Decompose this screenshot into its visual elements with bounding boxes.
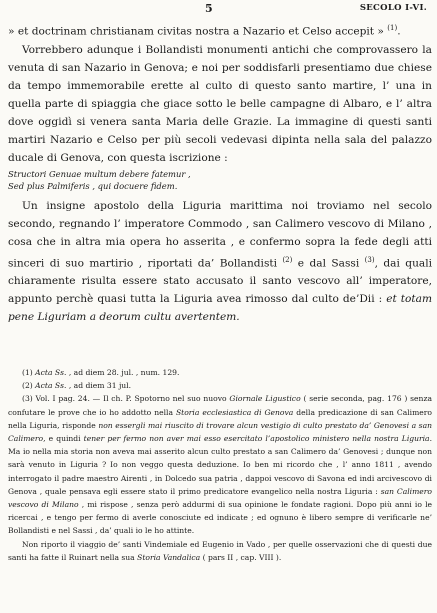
footnote-text: , ad diem 28. jul. , num. 129. [66,368,180,377]
page-header [0,2,437,16]
note-text: ( pars II , cap. VIII ). [200,552,282,562]
footnote-number: (1) [22,368,36,377]
footnote-ref: (1) [387,24,398,32]
paragraph-1 [8,19,432,41]
footnote-text: della predicazione di san Calimero nella Liguria, risponde [8,407,432,430]
text-segment: Un insigne apostolo della Liguria marittima noi troviamo nel secolo secondo, regnando l’ imperatore Commodo , san Calimero vescovo di Milano , cosa che in altra mia opera ho asserita , e confermo sopra la fede degli atti sinceri di suo martirio , riportati da’ Bollandisti [8,199,432,270]
footnote-ref: (2) [282,255,293,264]
latin-quote: et totam pene Liguriam a deorum cultu avertentem. [8,293,432,324]
text-segment: , dai quali chiaramente risulta essere stato accusato il santo vescovo all’ imperatore, appunto perchè quasi tutta la Liguria avea rimosso dal culto de’Dii : [8,257,432,306]
paragraph-2: Vorrebbero adunque i Bollandisti monumenti antichi che comprovassero la venuta di san Nazario in Genova; e noi per soddisfarli presentiamo due chiese da tempo immemorabile erette al culto di questo santo martire, l’ una in quella parte di spiaggia che giace sotto le belle campagne di Albaro, e l’ altra dove oggidì si venera santa Maria delle Grazie. La immagine di questi santi martiri Nazario e Celso per più secoli vedevasi dipinta nella sala del palazzo ducale di Genova, con questa iscrizione : [8,43,432,164]
text-segment: e dal Sassi [292,257,365,270]
footnote-number: (2) [22,381,36,391]
footnote-italic: non essergli mai riuscito di trovare alcun vestigio di culto prestato da’ Genovesi a san Calimero [8,420,432,444]
text-segment: » et doctrinam christianam civitas nostra a Nazario et Celso accepit » [8,25,388,38]
footnote-italic: san Calimero vescovo di Milano [8,486,432,510]
footnote-1 [8,366,432,379]
footnote-source: Acta Ss. [35,381,67,391]
text-segment: . [397,25,401,38]
note-italic: Storia Vandalica [137,552,201,562]
inscription [8,168,432,192]
footnotes [8,366,432,564]
inscription-line-1: Structori Genuae multum debere fatemur , [8,168,191,179]
footnote-italic: Storia ecclesiastica di Genova [175,407,294,417]
footnote-text: , mi rispose , senza però addurmi di sua opinione le fondate ragioni. Dopo più anni io le ricercai , e tengo per fermo di averle conosciute ed indicate ; ed ognuno è libero sempre di verificarle ne’ Bollandisti e nel Sassi , da’ quali io le ho attinte. [8,500,433,536]
note-text: Non riporto il viaggio de’ santi Vindemiale ed Eugenio in Vado , per quelle osservazioni che di questi due santi ha fatte il Ruinart nella sua [8,539,432,562]
footnote-italic: Giornale Ligustico [229,394,301,404]
footnote-ref: (3) [364,255,375,264]
footnote-text: ( serie seconda, pag. 176 ) senza confutare le prove che io ho addotto nella [8,394,432,417]
footnote-3 [8,392,432,537]
footnote-text: , e quindi [43,434,84,444]
inscription-line-2: Sed plus Palmiferis , qui docuere fidem. [8,180,178,191]
running-title: SECOLO I-VI. [359,3,427,13]
paragraph-3 [8,197,432,327]
footnote-text: Ma io nella mia storia non aveva mai asserito alcun culto prestato a san Calimero da’ Genovesi ; dunque non sarà venuto in Liguria ? Io non veggo questa deduzione. Io ben mi ricordo che , l’ anno 1811 , avendo interrogato il padre maestro Airenti , in Dolcedo sua patria , dappoi vescovo di Savona ed indi arcivescovo di Genova , quale pensava egli essere stato il primo predicatore evangelico nella nostra Liguria : [8,447,432,496]
closing-note [8,538,432,564]
footnote-text: , ad diem 31 jul. [66,381,132,391]
footnote-source: Acta Ss. [35,368,67,377]
footnote-text: (3) Vol. I pag. 24. — Il ch. P. Spotorno nel suo nuovo [22,394,230,404]
page-number: 5 [205,2,213,15]
footnote-2 [8,379,432,392]
main-text [8,19,432,326]
footnote-italic: tener per fermo non aver mai esso esercitato l’apostolico ministero nella nostra Liguria. [83,434,432,444]
